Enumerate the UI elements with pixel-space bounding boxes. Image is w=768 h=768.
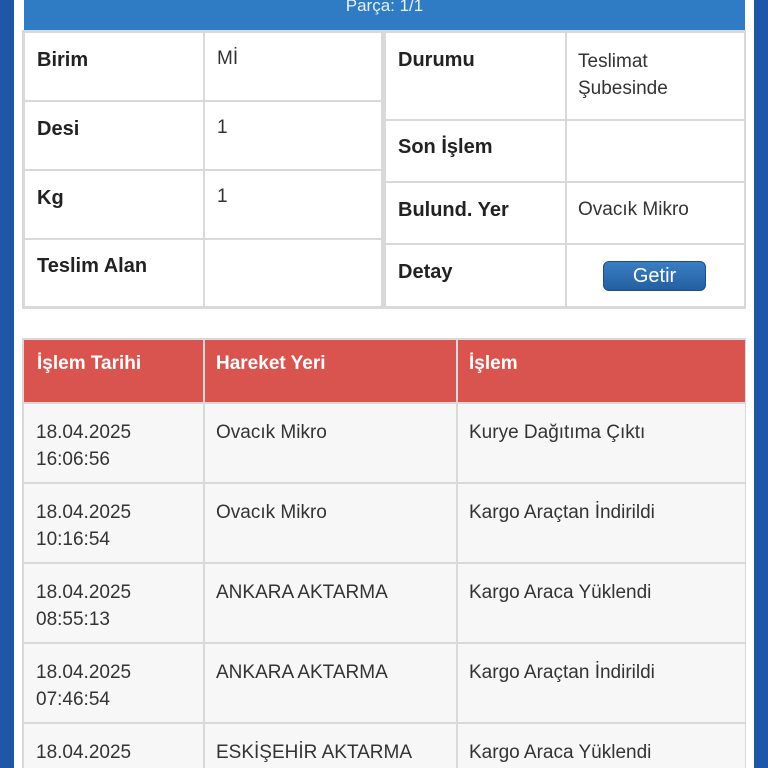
durumu-value-line2: Şubesinde (578, 78, 668, 99)
kg-value: 1 (217, 186, 228, 207)
teslim-alan-value-cell (204, 239, 382, 307)
kg-label: Kg (37, 187, 64, 209)
row-action-cell: Kargo Araca Yüklendi (458, 724, 745, 768)
durumu-label-cell (385, 32, 566, 120)
teslim-alan-label: Teslim Alan (37, 255, 148, 277)
desi-label-cell (24, 101, 204, 170)
desi-value-cell (204, 101, 382, 170)
row-place-cell: ESKİŞEHİR AKTARMA (205, 724, 456, 768)
parca-title: Parça: 1/1 (345, 0, 424, 15)
detay-label: Detay (398, 261, 453, 283)
durumu-value-line1: Teslimat (578, 51, 648, 72)
table-row (24, 644, 203, 722)
teslim-alan-label-cell (24, 239, 204, 307)
detay-label-cell (385, 244, 566, 307)
bulund-yer-label: Bulund. Yer (398, 199, 509, 221)
son-islem-value-cell (566, 120, 745, 182)
getir-button[interactable]: Getir (603, 261, 706, 291)
durumu-value-cell (566, 32, 745, 120)
kg-value-cell (204, 170, 382, 239)
son-islem-label-cell (385, 120, 566, 182)
row-place-cell: ANKARA AKTARMA (205, 564, 456, 642)
row-place-cell: Ovacık Mikro (205, 484, 456, 562)
birim-value: Mİ (217, 48, 239, 69)
row-datetime: 18.04.2025 08:55:13 (36, 582, 132, 630)
col-header-islem: İşlem (458, 340, 745, 402)
birim-label-cell (24, 32, 204, 101)
col-header-hareket-yeri: Hareket Yeri (205, 340, 456, 402)
desi-value: 1 (217, 117, 228, 138)
row-action-cell: Kargo Araçtan İndirildi (458, 644, 745, 722)
table-row (24, 724, 203, 768)
durumu-value (578, 48, 668, 102)
kg-label-cell (24, 170, 204, 239)
table-row (24, 404, 203, 482)
row-action-cell: Kargo Araca Yüklendi (458, 564, 745, 642)
col-header-islem-tarihi: İşlem Tarihi (24, 340, 203, 402)
row-place-cell: Ovacık Mikro (205, 404, 456, 482)
desi-label: Desi (37, 118, 80, 140)
row-action-cell: Kargo Araçtan İndirildi (458, 484, 745, 562)
row-datetime: 18.04.2025 07:46:54 (36, 662, 132, 710)
row-datetime: 18.04.2025 (36, 742, 132, 763)
row-place-cell: ANKARA AKTARMA (205, 644, 456, 722)
bulund-yer-label-cell (385, 182, 566, 244)
parca-header (24, 0, 745, 30)
row-action-cell: Kurye Dağıtıma Çıktı (458, 404, 745, 482)
son-islem-label: Son İşlem (398, 136, 493, 158)
bulund-yer-value: Ovacık Mikro (578, 199, 689, 220)
durumu-label: Durumu (398, 49, 475, 71)
table-row (24, 484, 203, 562)
birim-value-cell (204, 32, 382, 101)
row-datetime: 18.04.2025 10:16:54 (36, 502, 132, 550)
row-datetime: 18.04.2025 16:06:56 (36, 422, 132, 470)
birim-label: Birim (37, 49, 89, 71)
bulund-yer-value-cell (566, 182, 745, 244)
table-row (24, 564, 203, 642)
